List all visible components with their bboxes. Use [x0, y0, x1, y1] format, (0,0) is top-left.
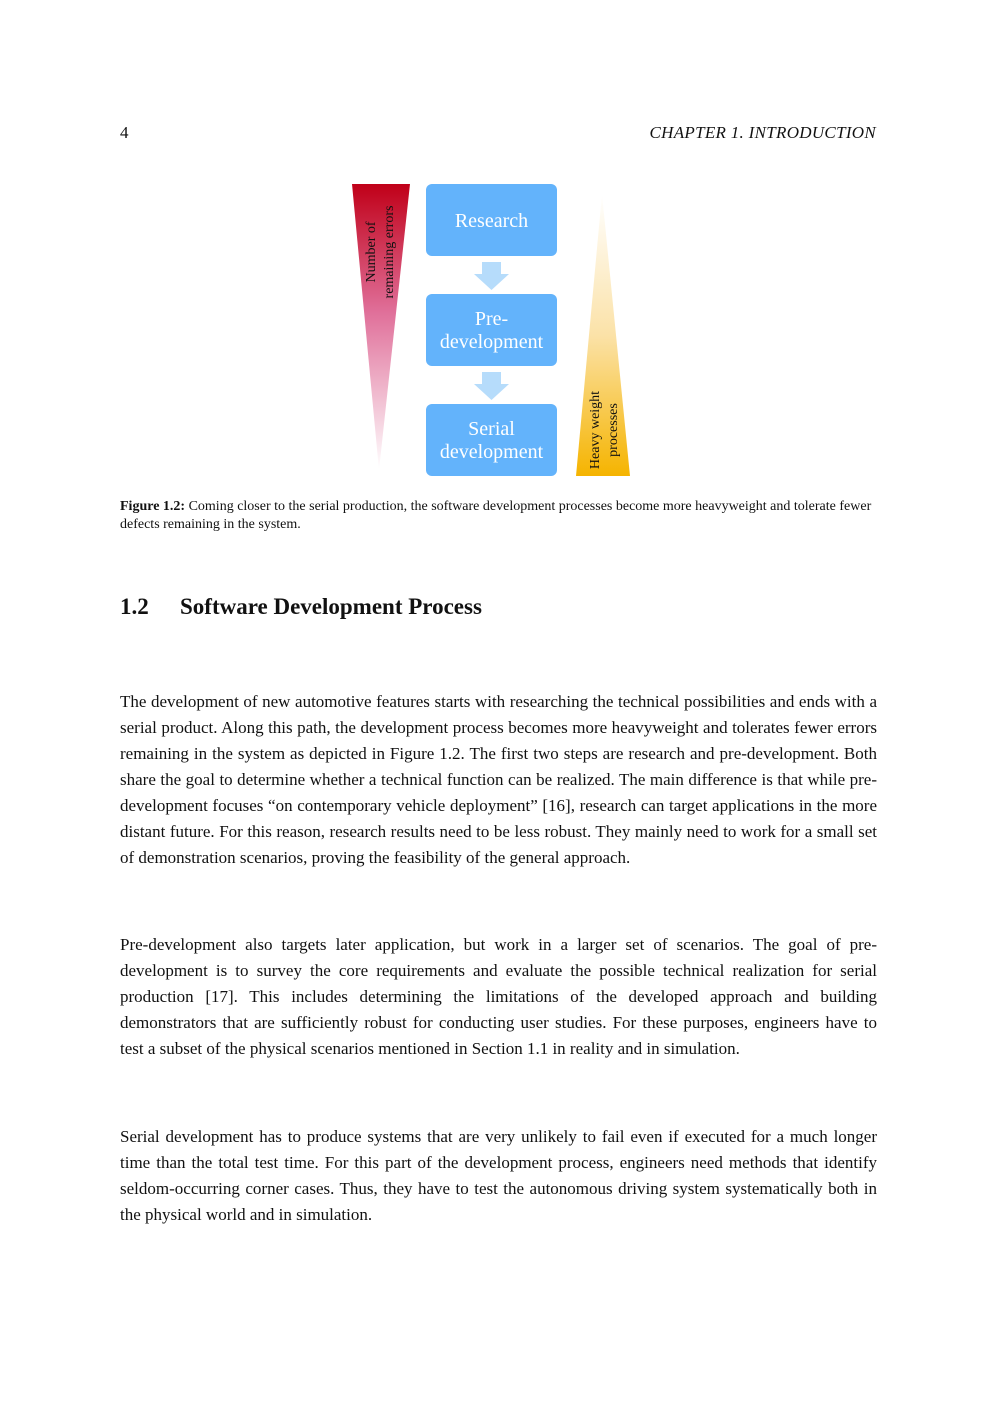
- pre-development-box-label-line1: Pre-: [474, 308, 509, 330]
- section-title: Software Development Process: [180, 594, 482, 619]
- caption-text: Coming closer to the serial production, the software development processes become more heavyweight and tolerate fewer defects remaining in the system.: [120, 499, 872, 532]
- serial-development-box-label-line2: development: [439, 441, 544, 463]
- serial-development-box-label-line1: Serial: [468, 418, 515, 440]
- pre-development-box: [426, 294, 557, 366]
- arrow-down-icon: [474, 262, 509, 290]
- research-box-label: Research: [454, 210, 529, 232]
- paragraph-1: The development of new automotive features starts with researching the technical possibilities and ends with a serial product. Along this path, the development process becomes more heavyweight and tolerates fewer errors remaining in the system as depicted in Figure 1.2. The first two steps are research and pre-development. Both share the goal to determine whether a technical function can be realized. The main difference is that while pre-development focuses “on contemporary vehicle deployment” [16], research can target applications in the more distant future. For this reason, research results need to be less robust. They mainly need to work for a small set of demonstration scenarios, proving the feasibility of the general approach.: [120, 692, 877, 867]
- paragraph-3: Serial development has to produce systems that are very unlikely to fail even if executed for a much longer time than the total test time. For this part of the development process, engineers need methods that identify seldom-occurring corner cases. Thus, they have to test the autonomous driving system systematically both in the physical world and in simulation.: [120, 1127, 877, 1224]
- paragraph-2: Pre-development also targets later application, but work in a larger set of scenarios. The goal of pre-development is to survey the core requirements and evaluate the possible technical realization for serial production [17]. This includes determining the limitations of the developed approach and building demonstrators that are sufficiently robust for conducting user studies. For these purposes, engineers have to test a subset of the physical scenarios mentioned in Section 1.1 in reality and in simulation.: [120, 935, 877, 1058]
- section-number: 1.2: [120, 594, 149, 619]
- section-heading: [120, 594, 482, 620]
- heavy-weight-label-line2: processes: [606, 403, 621, 457]
- remaining-errors-triangle: [352, 184, 410, 470]
- heavy-weight-label-line1: Heavy weight: [588, 390, 603, 470]
- running-header: CHAPTER 1. INTRODUCTION: [649, 123, 876, 142]
- page-number: 4: [120, 123, 129, 142]
- arrow-down-icon: [474, 372, 509, 400]
- remaining-errors-label-line1: Number of: [364, 221, 379, 283]
- remaining-errors-label-line2: remaining errors: [382, 205, 397, 299]
- serial-development-box: [426, 404, 557, 476]
- pre-development-box-label-line2: development: [439, 331, 544, 353]
- figure-caption: [120, 498, 878, 534]
- heavy-weight-triangle: [576, 194, 630, 476]
- caption-label: Figure 1.2:: [120, 499, 186, 514]
- figure-1-2: [340, 180, 640, 480]
